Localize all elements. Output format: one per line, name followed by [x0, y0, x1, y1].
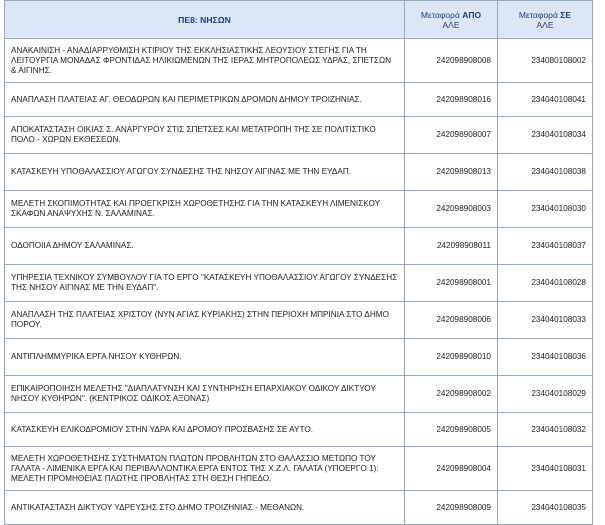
code-from: 242098908013 — [405, 154, 498, 191]
table-row — [5, 154, 593, 191]
code-from: 242098908011 — [405, 228, 498, 265]
column-from-bold: ΑΠΟ — [462, 9, 482, 20]
project-description: ΑΠΟΚΑΤΑΣΤΑΣΗ ΟΙΚΙΑΣ Σ. ΑΝΑΡΓΥΡΟΥ ΣΤΙΣ ΣΠΕΤΣΕΣ ΚΑΙ ΜΕΤΑΤΡΟΠΗ ΤΗΣ ΣΕ ΠΟΛΙΤΙΣΤΙΚΟ ΠΟΛΟ - ΧΩΡΩΝ ΕΚΘΕΣΕΩΝ. — [5, 117, 405, 154]
code-from: 242098908003 — [405, 191, 498, 228]
code-to: 234040108035 — [498, 491, 593, 525]
code-from: 242098908007 — [405, 117, 498, 154]
table-row — [5, 413, 593, 447]
table-row — [5, 447, 593, 491]
code-from: 242098908009 — [405, 491, 498, 525]
document-table-wrapper — [4, 0, 592, 525]
code-to: 234040108038 — [498, 154, 593, 191]
column-to-prefix: Μεταφορά — [518, 9, 561, 20]
code-to: 234040108037 — [498, 228, 593, 265]
code-to: 234080108002 — [498, 39, 593, 83]
section-title: ΠΕ8: ΝΗΣΩΝ — [5, 1, 405, 39]
table-row — [5, 376, 593, 413]
table-row — [5, 228, 593, 265]
column-header-from — [405, 1, 498, 39]
project-description: ΕΠΙΚΑΙΡΟΠΟΙΗΣΗ ΜΕΛΕΤΗΣ "ΔΙΑΠΛΑΤΥΝΣΗ ΚΑΙ ΣΥΝΤΗΡΗΣΗ ΕΠΑΡΧΙΑΚΟΥ ΟΔΙΚΟΥ ΔΙΚΤΥΟΥ ΝΗΣΟΥ ΚΥΘΗΡΩΝ". (ΚΕΝΤΡΙΚΟΣ ΟΔΙΚΟΣ ΑΞΟΝΑΣ) — [5, 376, 405, 413]
table-row — [5, 191, 593, 228]
project-description: ΜΕΛΕΤΗ ΣΚΟΠΙΜΟΤΗΤΑΣ ΚΑΙ ΠΡΟΕΓΚΡΙΣΗ ΧΩΡΟΘΕΤΗΣΗΣ ΓΙΑ ΤΗΝ ΚΑΤΑΣΚΕΥΗ ΛΙΜΕΝΙΣΚΟΥ ΣΚΑΦΩΝ ΑΝΑΨΥΧΗΣ Ν. ΣΑΛΑΜΙΝΑΣ. — [5, 191, 405, 228]
code-from: 242098908006 — [405, 302, 498, 339]
table-row — [5, 117, 593, 154]
code-to: 234040108034 — [498, 117, 593, 154]
project-description: ΑΝΤΙΠΛΗΜΜΥΡΙΚΑ ΕΡΓΑ ΝΗΣΟΥ ΚΥΘΗΡΩΝ. — [5, 339, 405, 376]
project-description: ΥΠΗΡΕΣΙΑ ΤΕΧΝΙΚΟΥ ΣΥΜΒΟΥΛΟΥ ΓΙΑ ΤΟ ΕΡΓΟ "ΚΑΤΑΣΚΕΥΗ ΥΠΟΘΑΛΑΣΣΙΟΥ ΑΓΩΓΟΥ ΣΥΝΔΕΣΗΣ ΤΗΣ ΝΗΣΟΥ ΑΙΓΙΝΑΣ ΜΕ ΤΗΝ ΕΥΔΑΠ". — [5, 265, 405, 302]
project-description: ΜΕΛΕΤΗ ΧΩΡΟΘΕΤΗΣΗΣ ΣΥΣΤΗΜΑΤΩΝ ΠΛΩΤΩΝ ΠΡΟΒΛΗΤΩΝ ΣΤΟ ΘΑΛΑΣΣΙΟ ΜΕΤΩΠΟ ΤΟΥ ΓΑΛΑΤΑ - ΛΙΜΕΝΙΚΑ ΕΡΓΑ ΚΑΙ ΠΕΡΙΒΑΛΛΟΝΤΙΚΑ ΕΡΓΑ ΕΝΤΟΣ ΤΗΣ Χ.Ζ.Λ. ΓΑΛΑΤΑ (ΥΠΟΕΡΓΟ 1): ΜΕΛΕΤΗ ΠΡΟΜΗΘΕΙΑΣ ΠΛΩΤΗΣ ΠΡΟΒΛΗΤΑΣ ΣΤΗ ΘΕΣΗ ΓΗΠΕΔΟ. — [5, 447, 405, 491]
code-to: 234040108036 — [498, 339, 593, 376]
column-from-prefix: Μεταφορά — [420, 9, 463, 20]
project-description: ΑΝΑΠΛΑΣΗ ΤΗΣ ΠΛΑΤΕΙΑΣ ΧΡΙΣΤΟΥ (ΝΥΝ ΑΓΙΑΣ ΚΥΡΙΑΚΗΣ) ΣΤΗΝ ΠΕΡΙΟΧΗ ΜΠΡΙΝΙΑ ΣΤΟ ΔΗΜΟ ΠΟΡΟΥ. — [5, 302, 405, 339]
code-to: 234040108032 — [498, 413, 593, 447]
column-header-to — [498, 1, 593, 39]
code-from: 242098908005 — [405, 413, 498, 447]
table-row — [5, 339, 593, 376]
table-row — [5, 491, 593, 525]
column-to-bold: ΣΕ — [560, 9, 572, 20]
project-description: ΑΝΤΙΚΑΤΑΣΤΑΣΗ ΔΙΚΤΥΟΥ ΥΔΡΕΥΣΗΣ ΣΤΟ ΔΗΜΟ ΤΡΟΙΖΗΝΙΑΣ - ΜΕΘΑΝΩΝ. — [5, 491, 405, 525]
code-from: 242098908008 — [405, 39, 498, 83]
project-description: ΚΑΤΑΣΚΕΥΗ ΕΛΙΚΟΔΡΟΜΙΟΥ ΣΤΗΝ ΥΔΡΑ ΚΑΙ ΔΡΟΜΟΥ ΠΡΟΣΒΑΣΗΣ ΣΕ ΑΥΤΟ. — [5, 413, 405, 447]
project-description: ΚΑΤΑΣΚΕΥΗ ΥΠΟΘΑΛΑΣΣΙΟΥ ΑΓΩΓΟΥ ΣΥΝΔΕΣΗΣ ΤΗΣ ΝΗΣΟΥ ΑΙΓΙΝΑΣ ΜΕ ΤΗΝ ΕΥΔΑΠ. — [5, 154, 405, 191]
code-to: 234040108033 — [498, 302, 593, 339]
table-row — [5, 265, 593, 302]
code-to: 234040108030 — [498, 191, 593, 228]
project-description: ΑΝΑΚΑΙΝΙΣΗ - ΑΝΑΔΙΑΡΡΥΘΜΙΣΗ ΚΤΙΡΙΟΥ ΤΗΣ ΕΚΚΛΗΣΙΑΣΤΙΚΗΣ ΛΕΟΥΣΙΟΥ ΣΤΕΓΗΣ ΓΙΑ ΤΗ ΛΕΙΤΟΥΡΓΙΑ ΜΟΝΑΔΑΣ ΦΡΟΝΤΙΔΑΣ ΗΛΙΚΙΩΜΕΝΩΝ ΤΗΣ ΙΕΡΑΣ ΜΗΤΡΟΠΟΛΕΩΣ ΥΔΡΑΣ, ΣΠΕΤΣΩΝ & ΑΙΓΙΝΗΣ. — [5, 39, 405, 83]
budget-transfer-table — [4, 0, 593, 525]
table-header-row — [5, 1, 593, 39]
code-from: 242098908004 — [405, 447, 498, 491]
column-from-suffix: ΑΛΕ — [442, 19, 460, 30]
code-from: 242098908010 — [405, 339, 498, 376]
project-description: ΟΔΟΠΟΙΙΑ ΔΗΜΟΥ ΣΑΛΑΜΙΝΑΣ. — [5, 228, 405, 265]
code-from: 242098908016 — [405, 83, 498, 117]
code-to: 234040108028 — [498, 265, 593, 302]
code-to: 234040108031 — [498, 447, 593, 491]
table-row — [5, 83, 593, 117]
code-to: 234040108029 — [498, 376, 593, 413]
project-description: ΑΝΑΠΛΑΣΗ ΠΛΑΤΕΙΑΣ ΑΓ. ΘΕΟΔΩΡΩΝ ΚΑΙ ΠΕΡΙΜΕΤΡΙΚΩΝ ΔΡΟΜΩΝ ΔΗΜΟΥ ΤΡΟΙΖΗΝΙΑΣ. — [5, 83, 405, 117]
code-from: 242098908002 — [405, 376, 498, 413]
column-to-suffix: ΑΛΕ — [536, 19, 554, 30]
code-from: 242098908001 — [405, 265, 498, 302]
code-to: 234040108041 — [498, 83, 593, 117]
table-row — [5, 302, 593, 339]
table-row — [5, 39, 593, 83]
